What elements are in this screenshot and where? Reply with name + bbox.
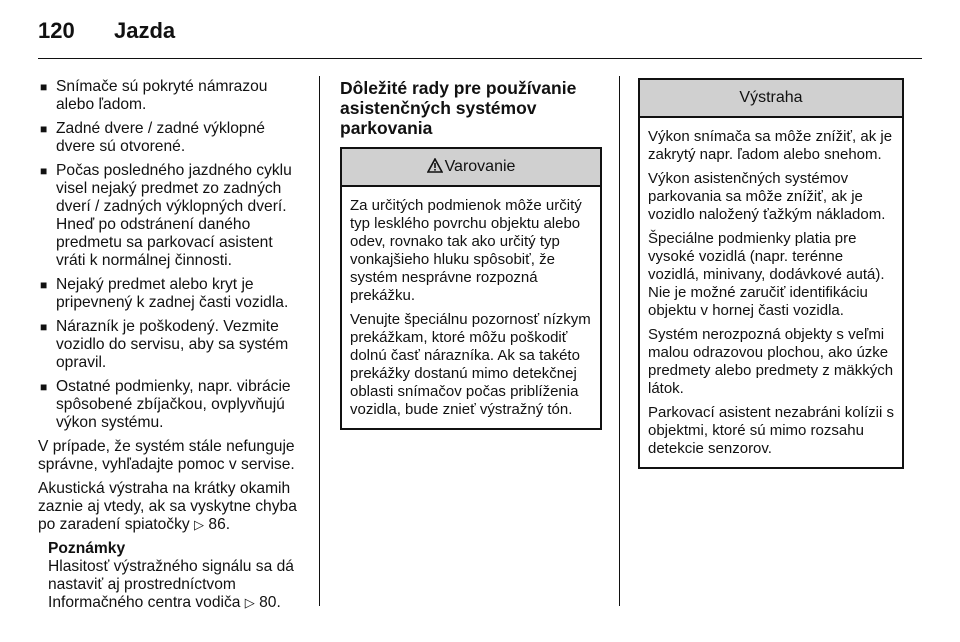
page-reference[interactable]: 80.: [259, 594, 281, 611]
page-reference-arrow-icon: ▷: [244, 595, 255, 610]
left-column: [38, 78, 304, 612]
warning-box-body: [342, 187, 600, 428]
header-divider: [38, 58, 922, 59]
warning-triangle-icon: [427, 158, 443, 173]
conditions-list: [38, 78, 304, 432]
caution-box-body: [640, 118, 902, 467]
note-block: [38, 540, 304, 612]
list-item: ■ Zadné dvere / zadné výklopné dvere sú otvorené.: [40, 120, 265, 155]
page-reference[interactable]: 86.: [208, 516, 231, 533]
middle-column: [340, 78, 602, 430]
list-item: ■ Počas posledného jazdného cyklu visel nejaký predmet zo zadných dverí / zadných výklopných dverí. Hneď po odstránení daného predmetu sa parkovací asistent vráti k normálnej činnosti.: [40, 162, 292, 269]
bullet-icon: ■: [40, 380, 48, 394]
caution-box: [638, 78, 904, 469]
list-item: ■ Nejaký predmet alebo kryt je pripevnený k zadnej časti vozidla.: [40, 276, 289, 311]
column-divider-1: [319, 76, 320, 606]
caution-paragraph: Výkon asistenčných systémov parkovania sa môže znížiť, ak je vozidlo naložený ťažkým nákladom.: [648, 170, 886, 223]
caution-paragraph: Parkovací asistent nezabráni kolízii s objektmi, ktoré sú mimo rozsahu detekcie senzorov.: [648, 404, 894, 457]
bullet-icon: ■: [40, 122, 48, 136]
caution-paragraph: Systém nerozpozná objekty s veľmi malou odrazovou plochou, ako úzke predmety alebo predmety z mäkkých látok.: [648, 326, 894, 397]
bullet-icon: ■: [40, 278, 48, 292]
section-heading: Dôležité rady pre používanie asistenčných systémov parkovania: [340, 78, 577, 138]
warning-paragraph: Za určitých podmienok môže určitý typ lesklého povrchu objektu alebo odev, rovnako tak ako určitý typ vonkajšieho hluku spôsobiť, že systém nesprávne rozpozná prekážku.: [350, 197, 582, 304]
list-item: ■ Nárazník je poškodený. Vezmite vozidlo do servisu, aby sa systém opravil.: [40, 318, 289, 371]
note-text: Hlasitosť výstražného signálu sa dá nastaviť aj prostredníctvom Informačného centra vodiča ▷ 80.: [48, 558, 294, 611]
support-paragraph: V prípade, že systém stále nefunguje správne, vyhľadajte pomoc v servise.: [38, 438, 295, 473]
column-divider-2: [619, 76, 620, 606]
bullet-icon: ■: [40, 320, 48, 334]
warning-paragraph: Venujte špeciálnu pozornosť nízkym prekážkam, ktoré môžu poškodiť dolnú časť nárazníka. Ak sa takéto prekážky dostanú mimo detekčnej oblasti snímačov počas priblíženia vozidla, bude znieť výstražný tón.: [350, 311, 591, 418]
caution-paragraph: Špeciálne podmienky platia pre vysoké vozidlá (napr. terénne vozidlá, minivany, dodávkové autá). Nie je možné zaručiť identifikáciu objektu v hornej časti vozidla.: [648, 230, 885, 319]
bullet-icon: ■: [40, 80, 48, 94]
warning-box-header: [342, 149, 600, 187]
acoustic-warning-paragraph: Akustická výstraha na krátky okamih zaznie aj vtedy, ak sa vyskytne chyba po zaradení spiatočky ▷ 86.: [38, 480, 297, 533]
note-title: Poznámky: [48, 540, 126, 557]
list-item: ■ Ostatné podmienky, napr. vibrácie spôsobené zbíjačkou, ovplyvňujú výkon systému.: [40, 378, 291, 431]
warning-box: [340, 147, 602, 430]
section-title: Jazda: [114, 18, 176, 43]
caution-box-header: Výstraha: [640, 80, 902, 118]
caution-paragraph: Výkon snímača sa môže znížiť, ak je zakrytý napr. ľadom alebo snehom.: [648, 128, 893, 163]
warning-box-title: Varovanie: [444, 158, 516, 175]
page-reference-arrow-icon: ▷: [194, 517, 205, 532]
page-header: [38, 18, 175, 44]
page-number: 120: [38, 18, 75, 43]
bullet-icon: ■: [40, 164, 48, 178]
right-column: [638, 78, 904, 469]
list-item: ■ Snímače sú pokryté námrazou alebo ľadom.: [40, 78, 268, 113]
